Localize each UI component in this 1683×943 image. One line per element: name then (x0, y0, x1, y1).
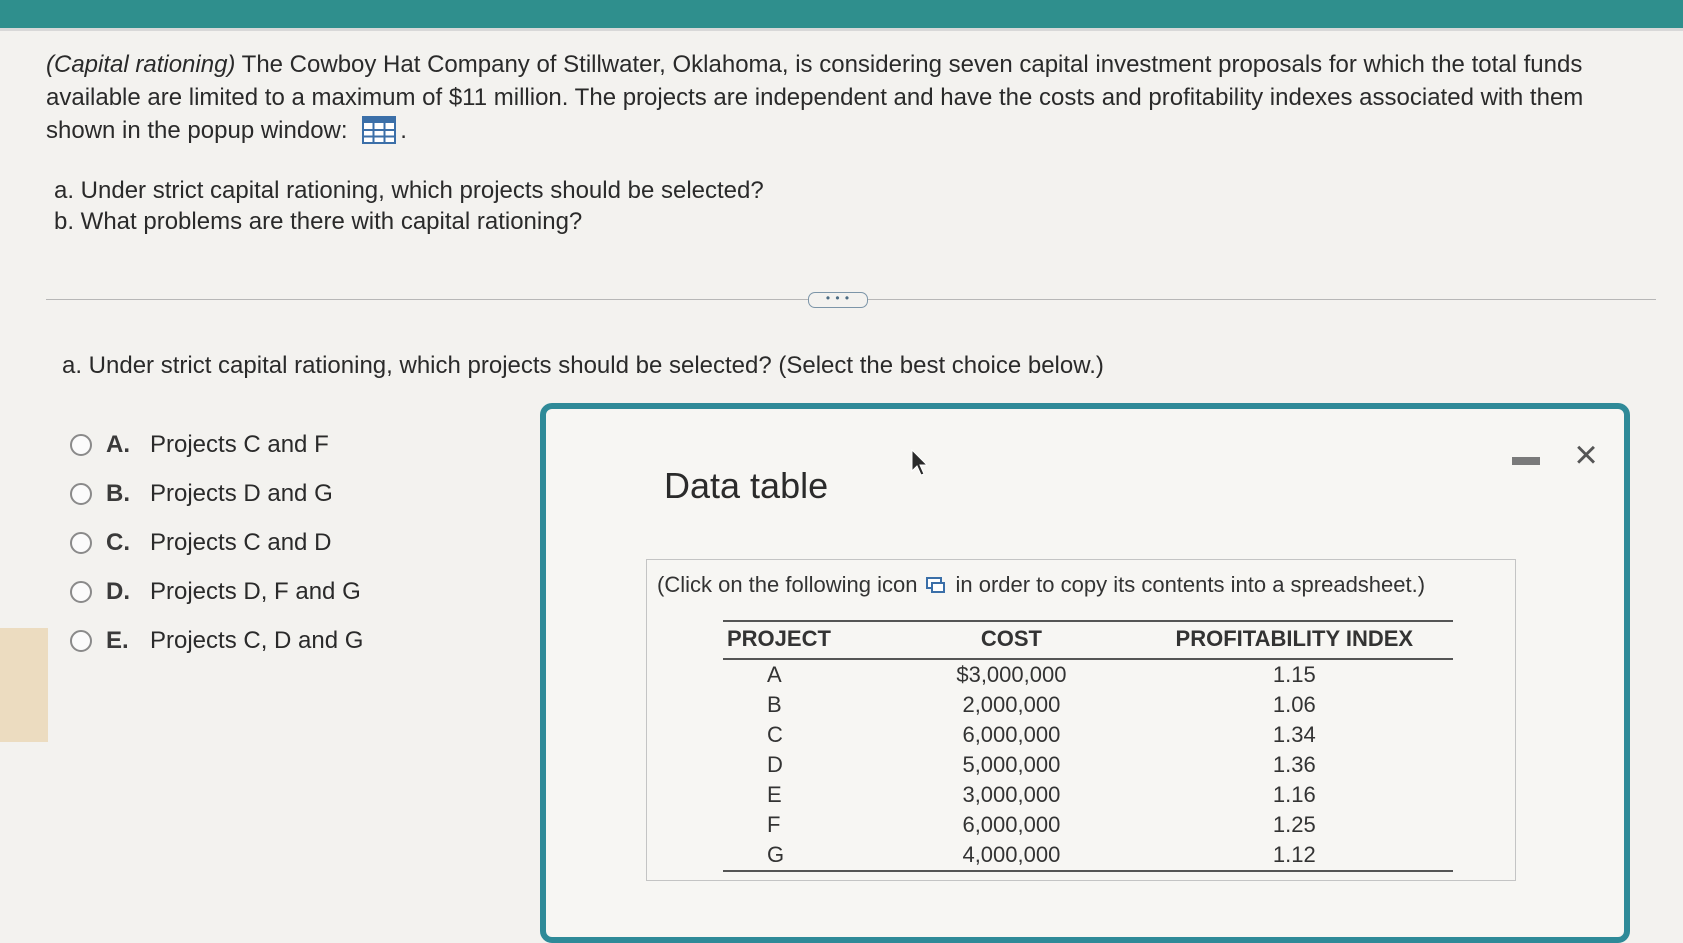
radio-button[interactable] (70, 434, 92, 456)
top-bar (0, 0, 1683, 31)
radio-button[interactable] (70, 630, 92, 652)
project-cell: A (767, 662, 782, 687)
option-letter: A. (106, 430, 130, 458)
option-d[interactable] (70, 567, 363, 616)
copy-instructions (657, 572, 1425, 598)
option-a[interactable] (70, 420, 363, 469)
popup-title: Data table (664, 465, 829, 506)
cursor-icon (911, 449, 929, 477)
project-cell: C (767, 722, 783, 747)
minimize-icon[interactable] (1512, 457, 1540, 465)
table-row (723, 840, 1453, 871)
radio-button[interactable] (70, 483, 92, 505)
option-letter: B. (106, 479, 130, 507)
cost-cell: 4,000,000 (887, 840, 1135, 871)
cost-cell: 5,000,000 (962, 752, 1061, 777)
option-letter: E. (106, 626, 129, 654)
pi-cell: 1.15 (1272, 662, 1316, 687)
table-row (723, 780, 1453, 810)
part-b: b. What problems are there with capital rationing? (54, 208, 583, 235)
table-row (723, 750, 1453, 780)
cost-cell: $3,000,000 (956, 662, 1067, 687)
pi-cell: 1.36 (1272, 752, 1316, 777)
side-accent (0, 628, 48, 742)
option-label: Projects C, D and G (150, 626, 364, 654)
question-text (46, 48, 1646, 237)
copy-note-before: (Click on the following icon (657, 572, 918, 597)
copy-note-after: in order to copy its contents into a spreadsheet.) (955, 572, 1426, 597)
pi-cell: 1.06 (1272, 692, 1316, 717)
pi-cell: 1.34 (1272, 722, 1316, 747)
column-header: PROFITABILITY INDEX (1136, 621, 1453, 659)
table-header-row (723, 621, 1453, 659)
table-row (723, 720, 1453, 750)
option-label: Projects C and D (150, 528, 332, 556)
question-topic: (Capital rationing) (46, 51, 236, 78)
table-grid-icon[interactable] (362, 116, 396, 144)
option-e[interactable] (70, 616, 363, 665)
pi-cell: 1.16 (1272, 782, 1316, 807)
data-table-container (646, 559, 1516, 881)
part-a: a. Under strict capital rationing, which projects should be selected? (54, 177, 764, 204)
pi-cell: 1.12 (1136, 840, 1453, 871)
answer-options (70, 420, 363, 665)
data-table (723, 620, 1453, 872)
table-row (723, 690, 1453, 720)
close-icon[interactable]: × (1566, 435, 1606, 475)
option-label: Projects D, F and G (150, 577, 361, 605)
cost-cell: 3,000,000 (962, 782, 1061, 807)
cost-cell: 6,000,000 (962, 722, 1061, 747)
option-letter: D. (106, 577, 130, 605)
radio-button[interactable] (70, 532, 92, 554)
question-body: The Cowboy Hat Company of Stillwater, Oklahoma, is considering seven capital investment proposals for which the total funds available are limited to a maximum of $11 million. The projects are independent and have the costs and profitability indexes associated with them shown in the popup window: (46, 51, 1584, 144)
data-table-popup (540, 403, 1630, 943)
option-label: Projects C and F (150, 430, 329, 458)
project-cell: F (767, 812, 781, 837)
column-header: PROJECT (723, 621, 887, 659)
question-parts (54, 175, 1646, 237)
table-row (723, 810, 1453, 840)
project-cell: B (767, 692, 782, 717)
project-cell: E (767, 782, 782, 807)
option-c[interactable] (70, 518, 363, 567)
pi-cell: 1.25 (1272, 812, 1316, 837)
copy-icon[interactable] (925, 576, 947, 594)
cost-cell: 2,000,000 (962, 692, 1061, 717)
option-b[interactable] (70, 469, 363, 518)
project-cell: D (767, 752, 783, 777)
project-cell: G (723, 840, 887, 871)
question-intro: (Capital rationing) The Cowboy Hat Company of Stillwater, Oklahoma, is considering seven capital investment proposals for which the total funds available are limited to a maximum of $11 million. The projects are independent and have the costs and profitability indexes associated with them shown in the popup window: . (46, 51, 1584, 144)
table-row (723, 659, 1453, 690)
option-label: Projects D and G (150, 479, 333, 507)
column-header: COST (887, 621, 1135, 659)
cost-cell: 6,000,000 (962, 812, 1061, 837)
radio-button[interactable] (70, 581, 92, 603)
answer-prompt: a. Under strict capital rationing, which projects should be selected? (Select the best choice below.) (62, 352, 1104, 379)
option-letter: C. (106, 528, 130, 556)
expand-button[interactable]: • • • (808, 292, 868, 308)
